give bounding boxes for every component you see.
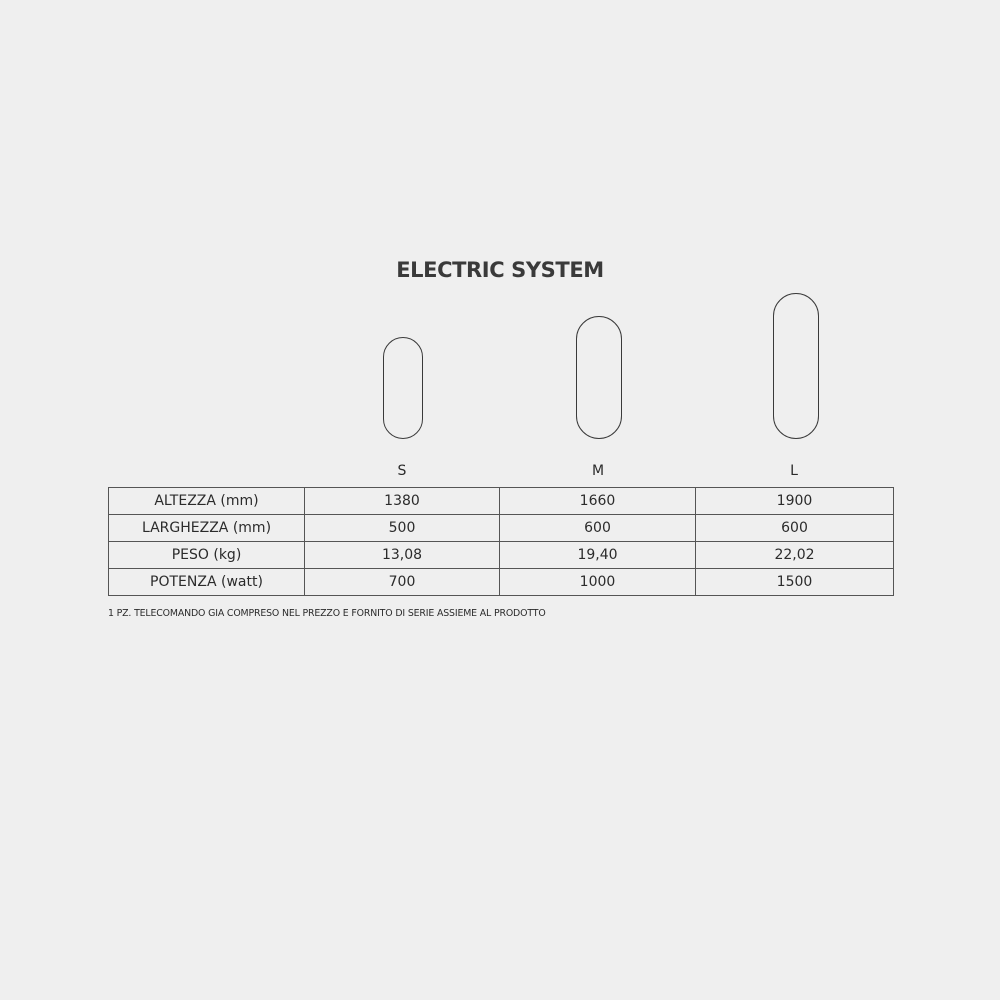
table-row [109,569,894,596]
cell-value: 1660 [500,488,696,515]
table-row [109,515,894,542]
cell-value: 22,02 [696,542,894,569]
cell-value: 1900 [696,488,894,515]
row-label: POTENZA (watt) [109,569,305,596]
cell-value: 600 [696,515,894,542]
cell-value: 19,40 [500,542,696,569]
size-label-l: L [790,463,798,479]
cell-value: 1380 [305,488,500,515]
product-outline-m [576,316,622,439]
cell-value: 13,08 [305,542,500,569]
cell-value: 1000 [500,569,696,596]
size-label-s: S [397,463,407,479]
footnote: 1 PZ. TELECOMANDO GIA COMPRESO NEL PREZZO E FORNITO DI SERIE ASSIEME AL PRODOTTO [108,608,546,619]
table-row [109,542,894,569]
product-outline-l [773,293,819,439]
table-row [109,488,894,515]
specs-table [108,487,894,596]
row-label: PESO (kg) [109,542,305,569]
cell-value: 600 [500,515,696,542]
cell-value: 700 [305,569,500,596]
row-label: LARGHEZZA (mm) [109,515,305,542]
page-title: ELECTRIC SYSTEM [396,258,604,282]
cell-value: 1500 [696,569,894,596]
cell-value: 500 [305,515,500,542]
product-outline-s [383,337,423,439]
row-label: ALTEZZA (mm) [109,488,305,515]
size-label-m: M [591,463,605,479]
